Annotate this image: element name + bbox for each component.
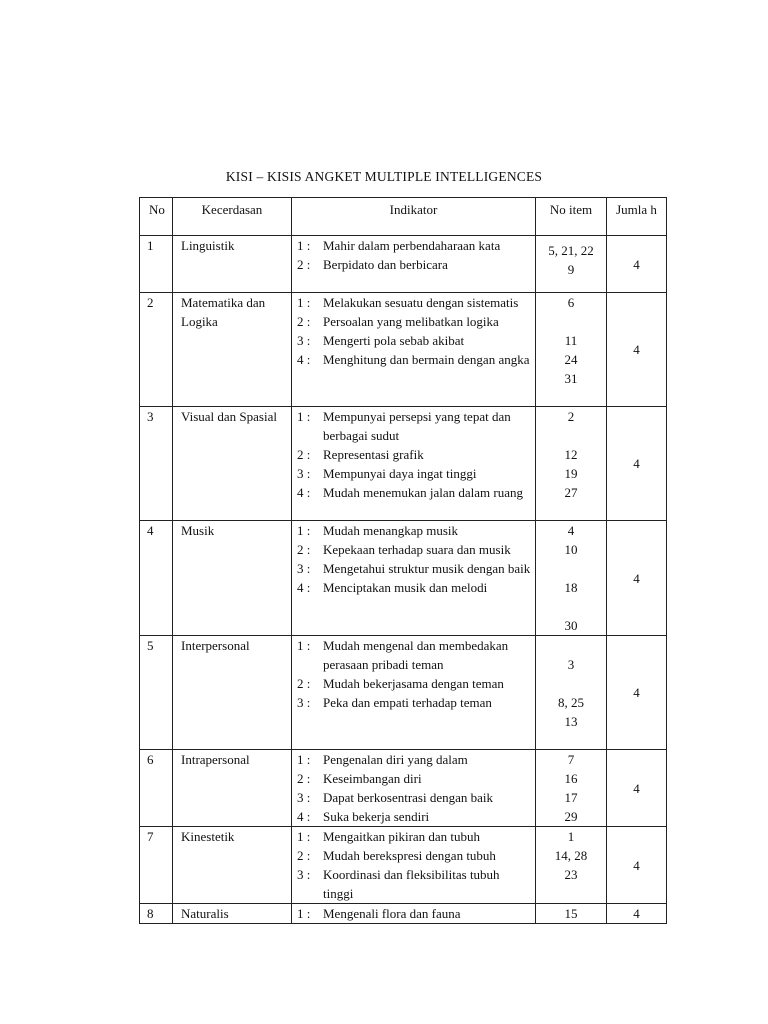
row-number: 2 [140, 293, 173, 407]
indikator-item [297, 255, 531, 274]
row-number: 6 [140, 750, 173, 827]
jumlah-cell: 4 [607, 904, 667, 924]
indikator-number: 4 : [297, 485, 311, 500]
item-number: 19 [564, 466, 578, 481]
header-jumlah: Jumla h [607, 198, 667, 236]
indikator-number: 1 : [297, 752, 311, 767]
indikator-item [297, 788, 531, 807]
indikator-number: 3 : [297, 867, 311, 882]
indikator-cell [292, 407, 536, 521]
indikator-number: 1 : [297, 638, 311, 653]
table-row [140, 236, 667, 293]
item-number: 13 [564, 714, 578, 729]
jumlah-cell: 4 [607, 521, 667, 636]
table-row [140, 904, 667, 924]
indikator-cell [292, 636, 536, 750]
indikator-text: Mengaitkan pikiran dan tubuh [323, 829, 481, 844]
indikator-item [297, 807, 531, 826]
indikator-text: Mudah mengenal dan membedakan perasaan pribadi teman [323, 638, 509, 672]
indikator-item [297, 540, 531, 559]
indikator-number: 3 : [297, 333, 311, 348]
indikator-cell [292, 236, 536, 293]
indikator-text: Mempunyai persepsi yang tepat dan berbagai sudut [323, 409, 511, 443]
indikator-item [297, 904, 531, 923]
indikator-text: Suka bekerja sendiri [323, 809, 430, 824]
indikator-text: Koordinasi dan fleksibilitas tubuh tinggi [323, 867, 500, 901]
indikator-item [297, 331, 531, 350]
jumlah-cell: 4 [607, 750, 667, 827]
table-row [140, 827, 667, 904]
header-indikator: Indikator [292, 198, 536, 236]
item-number: 30 [564, 618, 578, 633]
indikator-text: Pengenalan diri yang dalam [323, 752, 468, 767]
header-no: No [140, 198, 173, 236]
item-number: 1 [567, 829, 575, 844]
indikator-text: Mudah menemukan jalan dalam ruang [323, 485, 523, 500]
indikator-item [297, 827, 531, 846]
indikator-number: 2 : [297, 771, 311, 786]
table-header-row [140, 198, 667, 236]
indikator-number: 3 : [297, 695, 311, 710]
item-number: 7 [567, 752, 575, 767]
indikator-item [297, 483, 531, 502]
indikator-item [297, 236, 531, 255]
kecerdasan-cell: Kinestetik [173, 827, 292, 904]
indikator-number: 2 : [297, 314, 311, 329]
indikator-item [297, 407, 531, 445]
no-item-cell [536, 827, 607, 904]
indikator-item [297, 636, 531, 674]
item-number: 3 [567, 657, 575, 672]
row-number: 3 [140, 407, 173, 521]
indikator-item [297, 312, 531, 331]
indikator-item [297, 693, 531, 712]
header-no-item: No item [536, 198, 607, 236]
no-item-cell [536, 750, 607, 827]
kecerdasan-cell: Matematika dan Logika [173, 293, 292, 407]
header-kecerdasan: Kecerdasan [173, 198, 292, 236]
jumlah-cell: 4 [607, 407, 667, 521]
indikator-number: 1 : [297, 906, 311, 921]
jumlah-cell: 4 [607, 293, 667, 407]
indikator-text: Mengetahui struktur musik dengan baik [323, 561, 531, 576]
indikator-number: 1 : [297, 295, 311, 310]
indikator-text: Menciptakan musik dan melodi [323, 580, 488, 595]
indikator-text: Mengenali flora dan fauna [323, 906, 461, 921]
row-number: 8 [140, 904, 173, 924]
table-row [140, 521, 667, 636]
indikator-item [297, 521, 531, 540]
kecerdasan-cell: Intrapersonal [173, 750, 292, 827]
indikator-text: Mempunyai daya ingat tinggi [323, 466, 477, 481]
indikator-text: Menghitung dan bermain dengan angka [323, 352, 530, 367]
table-row [140, 293, 667, 407]
indikator-number: 3 : [297, 561, 311, 576]
item-number: 29 [564, 809, 578, 824]
item-number: 12 [564, 447, 578, 462]
indikator-number: 2 : [297, 257, 311, 272]
indikator-cell [292, 904, 536, 924]
kisi-table [139, 197, 667, 924]
indikator-text: Kepekaan terhadap suara dan musik [323, 542, 511, 557]
indikator-text: Peka dan empati terhadap teman [323, 695, 492, 710]
indikator-item [297, 769, 531, 788]
indikator-text: Mudah bekerjasama dengan teman [323, 676, 504, 691]
jumlah-cell: 4 [607, 236, 667, 293]
no-item-cell [536, 521, 607, 636]
no-item-cell [536, 636, 607, 750]
item-number: 31 [564, 371, 578, 386]
indikator-cell [292, 293, 536, 407]
table-row [140, 407, 667, 521]
row-number: 4 [140, 521, 173, 636]
indikator-text: Mengerti pola sebab akibat [323, 333, 465, 348]
indikator-number: 4 : [297, 809, 311, 824]
item-number: 10 [564, 542, 578, 557]
no-item-cell [536, 236, 607, 293]
jumlah-cell: 4 [607, 636, 667, 750]
item-number: 27 [564, 485, 578, 500]
item-number: 5, 21, 22 [548, 243, 594, 258]
indikator-item [297, 559, 531, 578]
no-item-cell [536, 904, 607, 924]
no-item-cell [536, 293, 607, 407]
indikator-number: 2 : [297, 542, 311, 557]
indikator-text: Mudah berekspresi dengan tubuh [323, 848, 496, 863]
indikator-cell [292, 521, 536, 636]
indikator-item [297, 445, 531, 464]
item-number: 11 [564, 333, 578, 348]
indikator-number: 1 : [297, 523, 311, 538]
jumlah-cell: 4 [607, 827, 667, 904]
indikator-item [297, 846, 531, 865]
indikator-text: Berpidato dan berbicara [323, 257, 448, 272]
item-number: 24 [564, 352, 578, 367]
kecerdasan-cell: Visual dan Spasial [173, 407, 292, 521]
indikator-text: Representasi grafik [323, 447, 424, 462]
indikator-number: 1 : [297, 238, 311, 253]
indikator-cell [292, 827, 536, 904]
indikator-item [297, 464, 531, 483]
table-row [140, 636, 667, 750]
item-number: 4 [567, 523, 575, 538]
kecerdasan-cell: Naturalis [173, 904, 292, 924]
indikator-number: 4 : [297, 352, 311, 367]
item-number: 9 [567, 262, 575, 277]
indikator-text: Dapat berkosentrasi dengan baik [323, 790, 494, 805]
item-number: 14, 28 [554, 848, 588, 863]
row-number: 7 [140, 827, 173, 904]
row-number: 1 [140, 236, 173, 293]
indikator-item [297, 293, 531, 312]
indikator-cell [292, 750, 536, 827]
indikator-number: 3 : [297, 466, 311, 481]
indikator-number: 2 : [297, 848, 311, 863]
indikator-item [297, 865, 531, 903]
indikator-number: 3 : [297, 790, 311, 805]
item-number: 6 [567, 295, 575, 310]
indikator-number: 1 : [297, 829, 311, 844]
indikator-text: Mahir dalam perbendaharaan kata [323, 238, 501, 253]
indikator-number: 4 : [297, 580, 311, 595]
indikator-text: Persoalan yang melibatkan logika [323, 314, 499, 329]
item-number: 18 [564, 580, 578, 595]
indikator-text: Keseimbangan diri [323, 771, 422, 786]
indikator-text: Melakukan sesuatu dengan sistematis [323, 295, 519, 310]
indikator-item [297, 578, 531, 597]
row-number: 5 [140, 636, 173, 750]
indikator-number: 1 : [297, 409, 311, 424]
table-row [140, 750, 667, 827]
item-number: 17 [564, 790, 578, 805]
indikator-item [297, 674, 531, 693]
no-item-cell [536, 407, 607, 521]
item-number: 2 [567, 409, 575, 424]
indikator-item [297, 750, 531, 769]
indikator-item [297, 350, 531, 369]
item-number: 23 [564, 867, 578, 882]
document-title: KISI – KISIS ANGKET MULTIPLE INTELLIGENCES [225, 169, 543, 184]
indikator-text: Mudah menangkap musik [323, 523, 459, 538]
kecerdasan-cell: Interpersonal [173, 636, 292, 750]
item-number: 16 [564, 771, 578, 786]
item-number: 15 [564, 906, 578, 921]
kecerdasan-cell: Linguistik [173, 236, 292, 293]
indikator-number: 2 : [297, 447, 311, 462]
kecerdasan-cell: Musik [173, 521, 292, 636]
item-number: 8, 25 [558, 695, 584, 710]
indikator-number: 2 : [297, 676, 311, 691]
